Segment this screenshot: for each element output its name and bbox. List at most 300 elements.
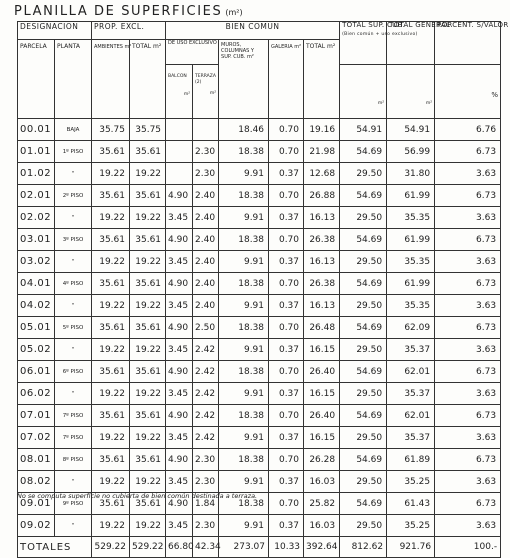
ambientes-cell: 35.75 — [92, 119, 130, 141]
unit-m2: m² — [294, 44, 302, 50]
totals-total-sup: 812.62 — [340, 537, 387, 558]
total-bc-cell: 16.03 — [304, 471, 340, 493]
ambientes-cell: 19.22 — [92, 471, 130, 493]
balcon-cell: 4.90 — [166, 317, 193, 339]
terraza-cell: 2.30 — [193, 449, 219, 471]
ambientes-cell: 19.22 — [92, 339, 130, 361]
header-bien-comun: BIEN COMUN — [166, 22, 340, 40]
balcon-cell: 4.90 — [166, 449, 193, 471]
total-gen-cell: 35.37 — [387, 427, 435, 449]
ambientes-cell: 35.61 — [92, 185, 130, 207]
totals-galeria: 10.33 — [269, 537, 304, 558]
total-cell: 19.22 — [130, 471, 166, 493]
header-ambientes — [92, 40, 130, 119]
planta-cell: " — [55, 251, 92, 273]
unit-m2: m² — [124, 44, 132, 50]
galeria-cell: 0.37 — [269, 471, 304, 493]
ambientes-cell: 19.22 — [92, 427, 130, 449]
total-sup-cell: 54.69 — [340, 405, 387, 427]
galeria-cell: 0.70 — [269, 361, 304, 383]
header-galeria — [269, 40, 304, 119]
ambientes-cell: 35.61 — [92, 229, 130, 251]
porcent-cell: 6.73 — [435, 185, 501, 207]
total-cell: 35.61 — [130, 229, 166, 251]
planta-cell: 7º PISO — [55, 405, 92, 427]
total-bc-cell: 16.13 — [304, 207, 340, 229]
total-bc-cell: 26.38 — [304, 229, 340, 251]
table-row — [18, 405, 501, 427]
planta-cell: 9º PISO — [55, 493, 92, 515]
total-cell: 35.61 — [130, 141, 166, 163]
table-row — [18, 317, 501, 339]
totals-total-gen: 921.76 — [387, 537, 435, 558]
parcela-cell: 01.02 — [18, 163, 55, 185]
header-total-sup-cub — [340, 21, 418, 65]
planta-cell: 1º PISO — [55, 141, 92, 163]
total-gen-cell: 61.89 — [387, 449, 435, 471]
parcela-cell: 04.02 — [18, 295, 55, 317]
porcent-cell: 3.63 — [435, 471, 501, 493]
total-sup-cell: 29.50 — [340, 383, 387, 405]
total-bc-cell: 16.15 — [304, 383, 340, 405]
balcon-cell: 3.45 — [166, 383, 193, 405]
total-bc-cell: 16.13 — [304, 295, 340, 317]
galeria-cell: 0.70 — [269, 185, 304, 207]
planta-cell: " — [55, 515, 92, 537]
total-bc-cell: 26.28 — [304, 449, 340, 471]
total-sup-cell: 54.69 — [340, 141, 387, 163]
ambientes-cell: 35.61 — [92, 141, 130, 163]
terraza-cell: 2.42 — [193, 339, 219, 361]
unit-m2: m² — [152, 43, 162, 50]
parcela-cell: 03.02 — [18, 251, 55, 273]
balcon-cell: 4.90 — [166, 493, 193, 515]
terraza-cell: 2.30 — [193, 141, 219, 163]
porcent-cell: 6.73 — [435, 317, 501, 339]
galeria-cell: 0.70 — [269, 317, 304, 339]
terraza-cell: 2.40 — [193, 185, 219, 207]
terraza-cell: 2.30 — [193, 163, 219, 185]
balcon-cell: 3.45 — [166, 427, 193, 449]
ambientes-cell: 19.22 — [92, 383, 130, 405]
table-row — [18, 185, 501, 207]
muros-cell: 18.38 — [219, 493, 269, 515]
muros-cell: 9.91 — [219, 427, 269, 449]
muros-cell: 9.91 — [219, 339, 269, 361]
galeria-cell: 0.37 — [269, 163, 304, 185]
table-row — [18, 361, 501, 383]
porcent-cell: 6.76 — [435, 119, 501, 141]
header-total-prop-label: TOTAL — [132, 43, 152, 50]
total-sup-cell: 29.50 — [340, 339, 387, 361]
ambientes-cell: 19.22 — [92, 251, 130, 273]
porcent-cell: 3.63 — [435, 163, 501, 185]
balcon-cell: 3.45 — [166, 251, 193, 273]
total-sup-cell: 29.50 — [340, 427, 387, 449]
totals-ambientes: 529.22 — [92, 537, 130, 558]
total-sup-cell: 54.69 — [340, 449, 387, 471]
total-cell: 19.22 — [130, 251, 166, 273]
total-bc-cell: 19.16 — [304, 119, 340, 141]
header-total-prop — [130, 40, 166, 119]
muros-cell: 18.38 — [219, 229, 269, 251]
galeria-cell: 0.70 — [269, 273, 304, 295]
totals-balcon: 66.80 — [166, 537, 193, 558]
ambientes-cell: 35.61 — [92, 361, 130, 383]
planta-cell: 8º PISO — [55, 449, 92, 471]
table-row — [18, 229, 501, 251]
table-row — [18, 141, 501, 163]
total-gen-cell: 35.37 — [387, 339, 435, 361]
muros-cell: 18.38 — [219, 273, 269, 295]
unit-pct: % — [491, 91, 499, 99]
terraza-cell: 2.40 — [193, 229, 219, 251]
balcon-cell: 4.90 — [166, 185, 193, 207]
header-total-general-unit — [387, 65, 435, 119]
porcent-cell: 3.63 — [435, 295, 501, 317]
header-parcela: PARCELA — [18, 40, 55, 119]
total-cell: 19.22 — [130, 163, 166, 185]
total-bc-cell: 12.68 — [304, 163, 340, 185]
muros-cell: 9.91 — [219, 471, 269, 493]
total-gen-cell: 35.37 — [387, 383, 435, 405]
total-bc-cell: 26.38 — [304, 273, 340, 295]
planta-cell: 6º PISO — [55, 361, 92, 383]
title-unit: (m²) — [225, 8, 243, 17]
terraza-cell: 2.42 — [193, 361, 219, 383]
total-cell: 19.22 — [130, 339, 166, 361]
header-total-sup-cub-label: TOTAL SUP. CUB. — [342, 21, 406, 29]
total-cell: 19.22 — [130, 207, 166, 229]
balcon-cell — [166, 119, 193, 141]
table-row — [18, 515, 501, 537]
ambientes-cell: 19.22 — [92, 295, 130, 317]
unit-m2: m² — [326, 43, 336, 50]
total-cell: 35.75 — [130, 119, 166, 141]
header-total-general: TOTAL GENERAL — [387, 22, 435, 65]
balcon-cell — [166, 141, 193, 163]
total-gen-cell: 35.35 — [387, 251, 435, 273]
total-sup-cell: 54.91 — [340, 119, 387, 141]
surfaces-table — [17, 21, 509, 558]
total-gen-cell: 31.80 — [387, 163, 435, 185]
parcela-cell: 02.02 — [18, 207, 55, 229]
ambientes-cell: 35.61 — [92, 273, 130, 295]
total-sup-cell: 29.50 — [340, 515, 387, 537]
porcent-cell: 6.73 — [435, 229, 501, 251]
header-terraza — [193, 65, 219, 119]
total-bc-cell: 16.03 — [304, 515, 340, 537]
balcon-cell: 3.45 — [166, 295, 193, 317]
galeria-cell: 0.70 — [269, 119, 304, 141]
porcent-cell: 3.63 — [435, 339, 501, 361]
total-cell: 35.61 — [130, 273, 166, 295]
total-bc-cell: 26.40 — [304, 361, 340, 383]
ambientes-cell: 19.22 — [92, 207, 130, 229]
balcon-cell: 3.45 — [166, 471, 193, 493]
muros-cell: 18.38 — [219, 141, 269, 163]
galeria-cell: 0.37 — [269, 339, 304, 361]
total-sup-cell: 54.69 — [340, 273, 387, 295]
balcon-cell: 4.90 — [166, 405, 193, 427]
terraza-cell: 2.50 — [193, 317, 219, 339]
terraza-cell — [193, 119, 219, 141]
total-sup-cell: 54.69 — [340, 229, 387, 251]
table-row — [18, 273, 501, 295]
planta-cell: 3º PISO — [55, 229, 92, 251]
planta-cell: " — [55, 295, 92, 317]
porcent-cell: 6.73 — [435, 273, 501, 295]
total-bc-cell: 26.40 — [304, 405, 340, 427]
total-sup-cell: 29.50 — [340, 251, 387, 273]
title-text: PLANILLA DE SUPERFICIES — [14, 4, 223, 19]
header-planta: PLANTA — [55, 40, 92, 119]
total-sup-cell: 29.50 — [340, 295, 387, 317]
header-ambientes-label: AMBIENTES — [94, 44, 123, 50]
galeria-cell: 0.37 — [269, 251, 304, 273]
balcon-cell: 4.90 — [166, 361, 193, 383]
table-row — [18, 163, 501, 185]
page-title — [14, 4, 243, 19]
total-sup-cell: 29.50 — [340, 207, 387, 229]
parcela-cell: 08.02 — [18, 471, 55, 493]
terraza-cell: 2.40 — [193, 295, 219, 317]
planta-cell: " — [55, 207, 92, 229]
total-bc-cell: 16.13 — [304, 251, 340, 273]
terraza-cell: 2.40 — [193, 207, 219, 229]
galeria-cell: 0.37 — [269, 207, 304, 229]
unit-m2: m² — [425, 101, 433, 106]
total-gen-cell: 61.99 — [387, 273, 435, 295]
total-gen-cell: 61.99 — [387, 229, 435, 251]
parcela-cell: 07.02 — [18, 427, 55, 449]
ambientes-cell: 35.61 — [92, 493, 130, 515]
unit-m2: m² — [183, 91, 191, 97]
total-gen-cell: 62.01 — [387, 361, 435, 383]
total-cell: 19.22 — [130, 383, 166, 405]
terraza-cell: 2.42 — [193, 405, 219, 427]
muros-cell: 9.91 — [219, 383, 269, 405]
parcela-cell: 01.01 — [18, 141, 55, 163]
muros-cell: 9.91 — [219, 295, 269, 317]
header-prop-excl: PROP. EXCL. — [92, 22, 166, 40]
total-cell: 19.22 — [130, 295, 166, 317]
totals-total-bc: 392.64 — [304, 537, 340, 558]
galeria-cell: 0.70 — [269, 493, 304, 515]
header-total-bc-label: TOTAL — [306, 43, 326, 50]
parcela-cell: 09.01 — [18, 493, 55, 515]
totals-label: TOTALES — [18, 537, 92, 558]
unit-m2: m² — [377, 101, 385, 106]
planta-cell: 5º PISO — [55, 317, 92, 339]
parcela-cell: 05.01 — [18, 317, 55, 339]
balcon-cell: 4.90 — [166, 273, 193, 295]
total-bc-cell: 26.88 — [304, 185, 340, 207]
total-gen-cell: 62.01 — [387, 405, 435, 427]
header-muros-columnas — [219, 40, 269, 119]
muros-cell: 18.38 — [219, 361, 269, 383]
header-galeria-label: GALERIA — [271, 44, 293, 50]
porcent-cell: 6.73 — [435, 493, 501, 515]
header-balcon — [166, 65, 193, 119]
totals-row — [18, 537, 501, 558]
total-cell: 35.61 — [130, 185, 166, 207]
terraza-cell: 2.40 — [193, 251, 219, 273]
header-porcent-valor: PORCENT. S/VALOR — [435, 22, 501, 65]
muros-cell: 18.38 — [219, 449, 269, 471]
total-gen-cell: 56.99 — [387, 141, 435, 163]
unit-m2: m² — [247, 54, 254, 60]
table-row — [18, 339, 501, 361]
total-bc-cell: 21.98 — [304, 141, 340, 163]
total-bc-cell: 26.48 — [304, 317, 340, 339]
porcent-cell: 6.73 — [435, 361, 501, 383]
total-gen-cell: 35.25 — [387, 515, 435, 537]
balcon-cell: 3.45 — [166, 207, 193, 229]
muros-cell: 9.91 — [219, 251, 269, 273]
total-gen-cell: 61.43 — [387, 493, 435, 515]
planta-cell: " — [55, 339, 92, 361]
porcent-cell: 3.63 — [435, 515, 501, 537]
header-total-bc — [304, 40, 340, 119]
planta-cell: 7º PISO — [55, 427, 92, 449]
unit-m2: m² — [209, 91, 217, 96]
totals-terraza: 42.34 — [193, 537, 219, 558]
balcon-cell: 4.90 — [166, 229, 193, 251]
parcela-cell: 02.01 — [18, 185, 55, 207]
parcela-cell: 09.02 — [18, 515, 55, 537]
table-row — [18, 295, 501, 317]
table-row — [18, 251, 501, 273]
table-row — [18, 119, 501, 141]
galeria-cell: 0.37 — [269, 515, 304, 537]
terraza-cell: 2.42 — [193, 383, 219, 405]
porcent-cell: 3.63 — [435, 207, 501, 229]
balcon-cell — [166, 163, 193, 185]
galeria-cell: 0.37 — [269, 295, 304, 317]
balcon-cell: 3.45 — [166, 339, 193, 361]
galeria-cell: 0.70 — [269, 229, 304, 251]
ambientes-cell: 35.61 — [92, 405, 130, 427]
total-sup-cell: 54.69 — [340, 361, 387, 383]
table-row — [18, 383, 501, 405]
planta-cell: " — [55, 383, 92, 405]
total-gen-cell: 35.35 — [387, 207, 435, 229]
parcela-cell: 07.01 — [18, 405, 55, 427]
ambientes-cell: 19.22 — [92, 163, 130, 185]
total-cell: 19.22 — [130, 515, 166, 537]
ambientes-cell: 19.22 — [92, 515, 130, 537]
planta-cell: " — [55, 471, 92, 493]
parcela-cell: 03.01 — [18, 229, 55, 251]
parcela-cell: 06.01 — [18, 361, 55, 383]
total-gen-cell: 61.99 — [387, 185, 435, 207]
parcela-cell: 04.01 — [18, 273, 55, 295]
total-sup-cell: 29.50 — [340, 163, 387, 185]
footnote: No se computa superficie no cubierta de bien común destinada a terraza. — [17, 492, 258, 500]
totals-muros: 273.07 — [219, 537, 269, 558]
muros-cell: 18.38 — [219, 185, 269, 207]
header-muros-columnas-label: MUROS, COLUMNAS Y SUP. CUB. — [221, 42, 254, 60]
muros-cell: 9.91 — [219, 163, 269, 185]
table-row — [18, 207, 501, 229]
total-sup-cell: 29.50 — [340, 471, 387, 493]
parcela-cell: 00.01 — [18, 119, 55, 141]
total-cell: 35.61 — [130, 493, 166, 515]
galeria-cell: 0.70 — [269, 449, 304, 471]
muros-cell: 9.91 — [219, 207, 269, 229]
total-cell: 19.22 — [130, 427, 166, 449]
total-bc-cell: 25.82 — [304, 493, 340, 515]
galeria-cell: 0.37 — [269, 427, 304, 449]
total-sup-cell: 54.69 — [340, 317, 387, 339]
total-gen-cell: 54.91 — [387, 119, 435, 141]
planta-cell: " — [55, 163, 92, 185]
table-row — [18, 471, 501, 493]
total-gen-cell: 62.09 — [387, 317, 435, 339]
planta-cell: 4º PISO — [55, 273, 92, 295]
parcela-cell: 08.01 — [18, 449, 55, 471]
porcent-cell: 6.73 — [435, 449, 501, 471]
terraza-cell: 1.84 — [193, 493, 219, 515]
porcent-cell: 6.73 — [435, 141, 501, 163]
table-row — [18, 449, 501, 471]
terraza-cell: 2.42 — [193, 427, 219, 449]
parcela-cell: 06.02 — [18, 383, 55, 405]
muros-cell: 18.38 — [219, 317, 269, 339]
total-cell: 35.61 — [130, 317, 166, 339]
header-balcon-label: BALCON — [168, 74, 187, 79]
muros-cell: 18.38 — [219, 405, 269, 427]
balcon-cell: 3.45 — [166, 515, 193, 537]
total-sup-cell: 54.69 — [340, 493, 387, 515]
total-cell: 35.61 — [130, 405, 166, 427]
terraza-cell: 2.30 — [193, 471, 219, 493]
header-total-sup-cub-sub: (Bien común + uso exclusivo) — [342, 31, 418, 37]
total-cell: 35.61 — [130, 449, 166, 471]
galeria-cell: 0.70 — [269, 405, 304, 427]
total-gen-cell: 35.35 — [387, 295, 435, 317]
header-designacion: DESIGNACION — [18, 22, 92, 40]
total-gen-cell: 35.25 — [387, 471, 435, 493]
porcent-cell: 3.63 — [435, 251, 501, 273]
galeria-cell: 0.70 — [269, 141, 304, 163]
planta-cell: 2º PISO — [55, 185, 92, 207]
terraza-cell: 2.30 — [193, 515, 219, 537]
ambientes-cell: 35.61 — [92, 449, 130, 471]
planta-cell: BAJA — [55, 119, 92, 141]
muros-cell: 18.46 — [219, 119, 269, 141]
totals-total: 529.22 — [130, 537, 166, 558]
terraza-cell: 2.40 — [193, 273, 219, 295]
total-bc-cell: 16.15 — [304, 427, 340, 449]
total-cell: 35.61 — [130, 361, 166, 383]
porcent-cell: 3.63 — [435, 427, 501, 449]
porcent-cell: 3.63 — [435, 383, 501, 405]
header-total-sup-cub-unit — [340, 65, 387, 119]
total-bc-cell: 16.15 — [304, 339, 340, 361]
ambientes-cell: 35.61 — [92, 317, 130, 339]
galeria-cell: 0.37 — [269, 383, 304, 405]
header-porcent-unit — [435, 65, 501, 119]
header-terraza-label: TERRAZA (2) — [195, 74, 216, 85]
table-row — [18, 427, 501, 449]
header-de-uso-exclusivo: DE USO EXCLUSIVO — [166, 40, 219, 65]
parcela-cell: 05.02 — [18, 339, 55, 361]
total-sup-cell: 54.69 — [340, 185, 387, 207]
muros-cell: 9.91 — [219, 515, 269, 537]
porcent-cell: 6.73 — [435, 405, 501, 427]
